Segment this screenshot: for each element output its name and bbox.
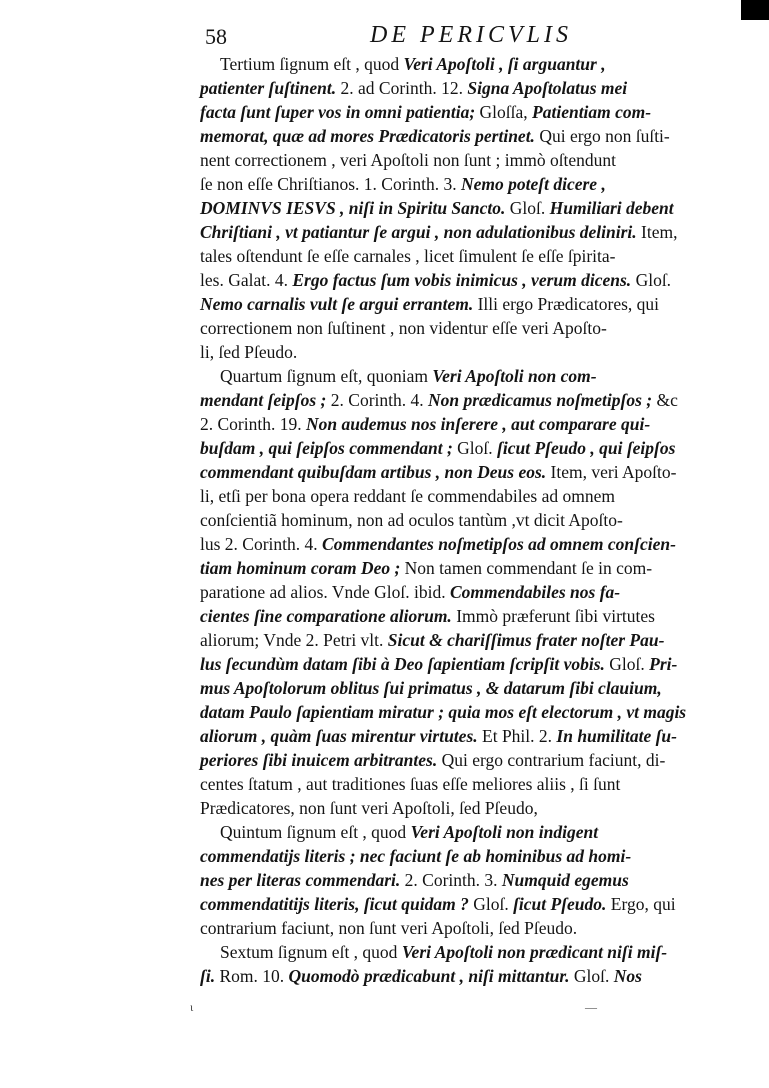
page-footer-marks bbox=[190, 1000, 745, 1020]
text-line bbox=[200, 796, 745, 820]
italic-quotation: ſicut Pſeudo , qui ſeipſos bbox=[497, 438, 676, 458]
italic-quotation: Nos bbox=[613, 966, 642, 986]
italic-quotation: Veri Apoſtoli non indigent bbox=[410, 822, 599, 842]
text-segment: 2. Corinth. 4. bbox=[326, 390, 428, 410]
italic-quotation: DOMINVS IESVS , niſi in Spiritu Sancto. bbox=[200, 198, 506, 218]
text-segment: Non tamen commendant ſe in com- bbox=[400, 558, 653, 578]
text-line bbox=[200, 628, 745, 652]
text-segment: Sextum ſignum eſt , quod bbox=[220, 942, 402, 962]
italic-quotation: Non audemus nos inſerere , aut comparare qui- bbox=[305, 414, 651, 434]
italic-quotation: periores ſibi inuicem arbitrantes. bbox=[200, 750, 438, 770]
italic-quotation: nes per literas commendari. bbox=[200, 870, 401, 890]
text-line bbox=[200, 508, 745, 532]
text-line bbox=[200, 220, 745, 244]
italic-quotation: Nemo poteſt dicere , bbox=[461, 174, 606, 194]
italic-quotation: datam Paulo ſapientiam miratur ; quia mos eſt electorum , vt magis bbox=[200, 702, 687, 722]
text-line bbox=[200, 148, 745, 172]
text-segment: 2. Corinth. 3. bbox=[400, 870, 502, 890]
text-segment: Qui ergo contrarium faciunt, di- bbox=[437, 750, 666, 770]
text-line bbox=[200, 820, 745, 844]
text-line bbox=[200, 412, 745, 436]
text-segment: correctionem non ſuſtinent , non videntur eſſe veri Apoſto- bbox=[200, 318, 607, 338]
text-line bbox=[200, 268, 745, 292]
text-segment: 2. Corinth. 19. bbox=[200, 414, 306, 434]
text-line bbox=[200, 124, 745, 148]
text-segment: Qui ergo non ſuſti- bbox=[534, 126, 670, 146]
text-line bbox=[200, 724, 745, 748]
text-line bbox=[200, 844, 745, 868]
text-line bbox=[200, 436, 745, 460]
italic-quotation: commendant quibuſdam artibus , non Deus eos. bbox=[200, 462, 547, 482]
text-line bbox=[200, 748, 745, 772]
page-number: 58 bbox=[205, 24, 227, 49]
italic-quotation: ſi. bbox=[200, 966, 216, 986]
text-line bbox=[200, 868, 745, 892]
text-segment: Gloſſa, bbox=[475, 102, 533, 122]
text-segment: Quintum ſignum eſt , quod bbox=[220, 822, 411, 842]
text-segment: les. Galat. 4. bbox=[200, 270, 293, 290]
text-line bbox=[200, 100, 745, 124]
text-segment: Quartum ſignum eſt, quoniam bbox=[220, 366, 433, 386]
italic-quotation: In humilitate ſu- bbox=[556, 726, 677, 746]
italic-quotation: buſdam , qui ſeipſos commendant ; bbox=[200, 438, 453, 458]
text-segment: tales oſtendunt ſe eſſe carnales , licet ſimulent ſe eſſe ſpirita- bbox=[200, 246, 616, 266]
text-segment: nent correctionem , veri Apoſtoli non ſunt ; immò oſtendunt bbox=[200, 150, 617, 170]
text-segment: Gloſ. bbox=[452, 438, 498, 458]
text-line bbox=[200, 772, 745, 796]
text-segment: Illi ergo Prædicatores, qui bbox=[473, 294, 660, 314]
text-segment: ſe non eſſe Chriſtianos. 1. Corinth. 3. bbox=[200, 174, 462, 194]
text-line bbox=[200, 532, 745, 556]
text-segment: centes ſtatum , aut traditiones ſuas eſſe meliores aliis , ſi ſunt bbox=[200, 774, 621, 794]
text-segment: Gloſ. bbox=[604, 654, 650, 674]
italic-quotation: Ergo factus ſum vobis inimicus , verum dicens. bbox=[292, 270, 632, 290]
body-text bbox=[200, 52, 745, 988]
text-line bbox=[200, 604, 745, 628]
text-segment: lus 2. Corinth. 4. bbox=[200, 534, 323, 554]
text-segment: Gloſ. bbox=[631, 270, 672, 290]
text-segment: Immò præferunt ſibi virtutes bbox=[451, 606, 655, 626]
italic-quotation: Veri Apoſtoli , ſi arguantur , bbox=[403, 54, 606, 74]
text-segment: 2. ad Corinth. 12. bbox=[336, 78, 468, 98]
text-line bbox=[200, 580, 745, 604]
text-line bbox=[200, 316, 745, 340]
footer-tick: — bbox=[585, 1000, 597, 1014]
text-segment: li, ſed Pſeudo. bbox=[200, 342, 298, 362]
text-line bbox=[200, 76, 745, 100]
text-line bbox=[200, 916, 745, 940]
text-line bbox=[200, 556, 745, 580]
text-segment: paratione ad alios. Vnde Gloſ. ibid. bbox=[200, 582, 450, 602]
italic-quotation: facta ſunt ſuper vos in omni patientia; bbox=[200, 102, 476, 122]
running-title: DE PERICVLIS bbox=[370, 22, 572, 48]
text-line bbox=[200, 388, 745, 412]
italic-quotation: Quomodò prædicabunt , niſi mittantur. bbox=[288, 966, 570, 986]
italic-quotation: mus Apoſtolorum oblitus ſui primatus , & datarum ſibi clauium, bbox=[200, 678, 662, 698]
text-segment: Ergo, qui bbox=[606, 894, 676, 914]
italic-quotation: memorat, quæ ad mores Prædicatoris pertinet. bbox=[200, 126, 535, 146]
text-line bbox=[200, 52, 745, 76]
text-segment: contrarium faciunt, non ſunt veri Apoſtoli, ſed Pſeudo. bbox=[200, 918, 578, 938]
italic-quotation: Pri- bbox=[649, 654, 678, 674]
text-segment: Rom. 10. bbox=[215, 966, 289, 986]
page-edge-mark bbox=[741, 0, 769, 20]
italic-quotation: Non prædicamus noſmetipſos ; bbox=[428, 390, 653, 410]
italic-quotation: Nemo carnalis vult ſe argui errantem. bbox=[200, 294, 474, 314]
text-line bbox=[200, 676, 745, 700]
text-line bbox=[200, 460, 745, 484]
text-segment: Gloſ. bbox=[569, 966, 614, 986]
italic-quotation: mendant ſeipſos ; bbox=[200, 390, 327, 410]
text-line bbox=[200, 964, 745, 988]
text-segment: Gloſ. bbox=[468, 894, 514, 914]
page-header bbox=[205, 22, 625, 56]
italic-quotation: patienter ſuſtinent. bbox=[200, 78, 337, 98]
text-line bbox=[200, 340, 745, 364]
italic-quotation: Signa Apoſtolatus mei bbox=[467, 78, 628, 98]
text-line bbox=[200, 244, 745, 268]
italic-quotation: Sicut & chariſſimus frater noſter Pau- bbox=[387, 630, 665, 650]
text-segment: Item, bbox=[636, 222, 678, 242]
text-line bbox=[200, 484, 745, 508]
text-line bbox=[200, 700, 745, 724]
italic-quotation: Numquid egemus bbox=[501, 870, 629, 890]
italic-quotation: Humiliari debent bbox=[549, 198, 674, 218]
text-line bbox=[200, 940, 745, 964]
footer-tick: ι bbox=[190, 1000, 194, 1014]
italic-quotation: Commendabiles nos fa- bbox=[449, 582, 621, 602]
text-line bbox=[200, 652, 745, 676]
italic-quotation: Veri Apoſtoli non com- bbox=[432, 366, 597, 386]
text-line bbox=[200, 196, 745, 220]
italic-quotation: cientes ſine comparatione aliorum. bbox=[200, 606, 452, 626]
text-segment: Et Phil. 2. bbox=[477, 726, 557, 746]
italic-quotation: Commendantes noſmetipſos ad omnem conſcien- bbox=[322, 534, 676, 554]
italic-quotation: ſicut Pſeudo. bbox=[513, 894, 607, 914]
text-line bbox=[200, 364, 745, 388]
italic-quotation: commendatitijs literis, ſicut quidam ? bbox=[200, 894, 469, 914]
text-segment: Tertium ſignum eſt , quod bbox=[220, 54, 404, 74]
italic-quotation: Veri Apoſtoli non prædicant niſi miſ- bbox=[401, 942, 668, 962]
text-segment: li, etſi per bona opera reddant ſe commendabiles ad omnem bbox=[200, 486, 615, 506]
text-segment: aliorum; Vnde 2. Petri vlt. bbox=[200, 630, 388, 650]
text-segment: Item, veri Apoſto- bbox=[546, 462, 677, 482]
text-segment: conſcientiã hominum, non ad oculos tantùm ,vt dicit Apoſto- bbox=[200, 510, 623, 530]
text-line bbox=[200, 892, 745, 916]
italic-quotation: lus ſecundùm datam ſibi à Deo ſapientiam ſcripſit vobis. bbox=[200, 654, 605, 674]
italic-quotation: commendatijs literis ; nec faciunt ſe ab hominibus ad homi- bbox=[200, 846, 632, 866]
italic-quotation: Patientiam com- bbox=[532, 102, 652, 122]
text-line bbox=[200, 292, 745, 316]
italic-quotation: tiam hominum coram Deo ; bbox=[200, 558, 401, 578]
text-segment: &c bbox=[652, 390, 678, 410]
text-segment: Prædicatores, non ſunt veri Apoſtoli, ſed Pſeudo, bbox=[200, 798, 538, 818]
text-line bbox=[200, 172, 745, 196]
italic-quotation: aliorum , quàm ſuas mirentur virtutes. bbox=[200, 726, 478, 746]
text-segment: Gloſ. bbox=[505, 198, 550, 218]
italic-quotation: Chriſtiani , vt patiantur ſe argui , non adulationibus deliniri. bbox=[200, 222, 637, 242]
